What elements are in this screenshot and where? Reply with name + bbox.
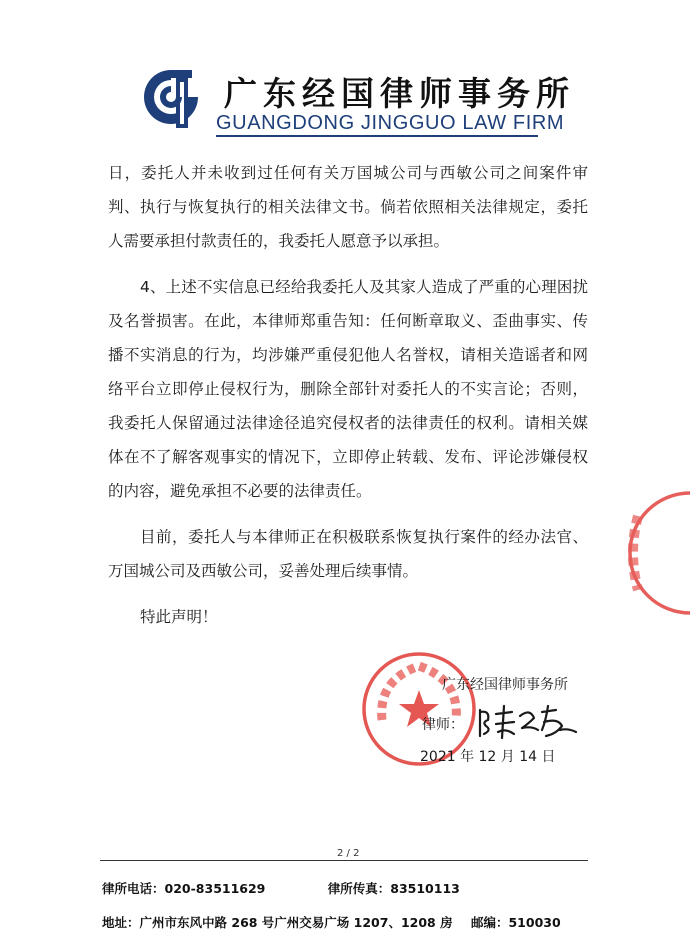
jingguo-logo-icon: [140, 66, 202, 132]
phone-number: 020-83511629: [164, 881, 266, 896]
partial-seal-icon: [598, 488, 690, 618]
lawyer-label: 律师：: [422, 717, 464, 733]
signature-date: 2021 年 12 月 14 日: [420, 749, 556, 765]
address-text: 广州市东风中路 268 号广州交易广场 1207、1208 房: [139, 915, 453, 930]
paragraph-current-status: 目前，委托人与本律师正在积极联系恢复执行案件的经办法官、万国城公司及西敏公司，妥善处理后续事情。: [108, 528, 588, 580]
firm-name-cn: 广东经国律师事务所: [224, 74, 575, 113]
firm-name-en: GUANGDONG JINGGUO LAW FIRM: [216, 112, 565, 134]
statement-body: [108, 156, 588, 634]
paragraph-item-4: 4、上述不实信息已经给我委托人及其家人造成了严重的心理困扰及名誉损害。在此，本律师郑重告知：任何断章取义、歪曲事实、传播不实消息的行为，均涉嫌严重侵犯他人名誉权，请相关造谣者和网络平台立即停止侵权行为，删除全部针对委托人的不实言论；否则，我委托人保留通过法律途径追究侵权者的法律责任的权利。请相关媒体在不了解客观事实的情况下，立即停止转载、发布、评论涉嫌侵权的内容，避免承担不必要的法律责任。: [108, 278, 588, 500]
fax-label: 律所传真：: [327, 881, 391, 896]
signature-firm: 广东经国律师事务所: [442, 677, 568, 693]
footer-address-line: [102, 913, 561, 931]
signature-block: [360, 650, 620, 780]
page-number: 2 / 2: [333, 848, 363, 859]
paragraph-continuation: 日，委托人并未收到过任何有关万国城公司与西敏公司之间案件审判、执行与恢复执行的相关法律文书。倘若依照相关法律规定，委托人需要承担付款责任的，我委托人愿意予以承担。: [108, 164, 588, 250]
letterhead-rule: [216, 135, 538, 137]
phone-label: 律所电话：: [102, 881, 165, 896]
postcode-number: 510030: [508, 915, 561, 930]
letterhead: [140, 66, 575, 136]
address-label: 地址：: [102, 915, 140, 930]
paragraph-closing: 特此声明！: [140, 608, 218, 626]
postcode-label: 邮编：: [470, 915, 509, 930]
footer-rule: [100, 860, 588, 861]
footer-contact-line: [102, 879, 460, 897]
handwritten-signature: [472, 700, 582, 742]
fax-number: 83510113: [390, 881, 460, 896]
